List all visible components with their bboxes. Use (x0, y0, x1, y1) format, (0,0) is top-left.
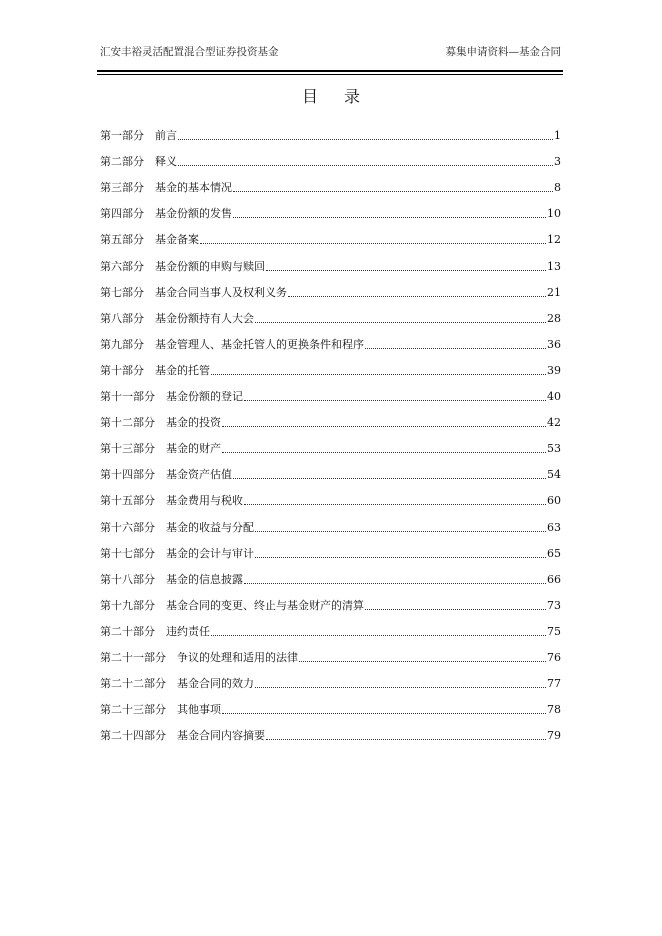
toc-entry-title: 基金费用与税收 (166, 494, 243, 508)
toc-entry-page-number: 60 (547, 494, 561, 508)
toc-entry[interactable] (100, 563, 561, 589)
toc-entry-page-number: 75 (547, 624, 561, 638)
toc-entry-leader-dots (211, 373, 546, 375)
toc-entry[interactable] (100, 380, 561, 406)
toc-entry-part: 第十七部分 (100, 546, 155, 560)
toc-entry[interactable] (100, 145, 561, 171)
toc-entry-page-number: 78 (547, 703, 561, 717)
toc-entry-leader-dots (178, 164, 553, 166)
toc-entry-part: 第十五部分 (100, 494, 155, 508)
toc-entry-page-number: 79 (547, 729, 561, 743)
toc-entry[interactable] (100, 328, 561, 354)
toc-entry-title: 基金备案 (155, 233, 199, 247)
toc-entry-title: 基金份额的发售 (155, 207, 232, 221)
toc-entry-leader-dots (233, 190, 553, 192)
toc-entry-title: 基金的信息披露 (166, 572, 243, 586)
toc-entry[interactable] (100, 354, 561, 380)
toc-entry[interactable] (100, 510, 561, 536)
toc-entry-part: 第五部分 (100, 233, 144, 247)
toc-entry-leader-dots (255, 530, 546, 532)
toc-entry-leader-dots (255, 686, 546, 688)
toc-list (100, 119, 561, 745)
toc-entry[interactable] (100, 432, 561, 458)
toc-entry-title: 争议的处理和适用的法律 (177, 650, 298, 664)
toc-entry[interactable] (100, 589, 561, 615)
toc-entry-part: 第三部分 (100, 181, 144, 195)
toc-title (0, 86, 662, 108)
toc-entry-leader-dots (244, 582, 546, 584)
toc-entry-leader-dots (244, 503, 546, 505)
toc-entry-page-number: 42 (547, 416, 561, 430)
toc-entry-page-number: 1 (554, 129, 561, 143)
toc-entry-title: 基金的收益与分配 (166, 520, 254, 534)
toc-entry-title: 基金管理人、基金托管人的更换条件和程序 (155, 337, 364, 351)
toc-entry-page-number: 77 (547, 677, 561, 691)
toc-entry-leader-dots (222, 712, 546, 714)
toc-entry-page-number: 12 (547, 233, 561, 247)
toc-entry[interactable] (100, 537, 561, 563)
toc-entry-part: 第十八部分 (100, 572, 155, 586)
toc-entry[interactable] (100, 406, 561, 432)
toc-entry-title: 其他事项 (177, 703, 221, 717)
toc-entry-title: 基金的投资 (166, 416, 221, 430)
page-header (97, 44, 563, 60)
toc-entry-part: 第七部分 (100, 285, 144, 299)
toc-entry[interactable] (100, 276, 561, 302)
toc-entry-part: 第八部分 (100, 311, 144, 325)
toc-entry-part: 第十四部分 (100, 468, 155, 482)
toc-entry-title: 基金份额的登记 (166, 390, 243, 404)
toc-entry-title: 基金合同当事人及权利义务 (155, 285, 287, 299)
header-rule-thin (97, 74, 563, 75)
toc-entry-leader-dots (299, 660, 546, 662)
header-rule-thick (97, 70, 563, 72)
toc-entry-page-number: 65 (547, 546, 561, 560)
toc-entry-title: 基金的会计与审计 (166, 546, 254, 560)
toc-entry-page-number: 53 (547, 442, 561, 456)
toc-entry-part: 第二十四部分 (100, 729, 166, 743)
toc-entry-title: 基金合同的变更、终止与基金财产的清算 (166, 598, 364, 612)
toc-entry-leader-dots (266, 269, 546, 271)
toc-entry-page-number: 36 (547, 337, 561, 351)
toc-title-char-2: 录 (344, 87, 361, 106)
toc-entry-page-number: 54 (547, 468, 561, 482)
toc-entry-title: 违约责任 (166, 624, 210, 638)
toc-entry-part: 第四部分 (100, 207, 144, 221)
toc-entry-title: 基金的财产 (166, 442, 221, 456)
toc-entry-part: 第十部分 (100, 363, 144, 377)
header-document-type: 募集申请资料—基金合同 (445, 46, 561, 58)
toc-entry[interactable] (100, 458, 561, 484)
toc-entry-part: 第二十二部分 (100, 677, 166, 691)
toc-entry[interactable] (100, 223, 561, 249)
toc-entry[interactable] (100, 249, 561, 275)
toc-entry-leader-dots (255, 321, 546, 323)
toc-entry-title: 释义 (155, 155, 177, 169)
toc-entry-page-number: 76 (547, 650, 561, 664)
toc-entry-leader-dots (365, 608, 546, 610)
toc-entry-page-number: 13 (547, 259, 561, 273)
toc-entry-part: 第一部分 (100, 129, 144, 143)
toc-entry-part: 第十九部分 (100, 598, 155, 612)
toc-entry-page-number: 21 (547, 285, 561, 299)
toc-entry-title: 基金的基本情况 (155, 181, 232, 195)
toc-entry-part: 第十一部分 (100, 390, 155, 404)
toc-entry-page-number: 63 (547, 520, 561, 534)
toc-entry-leader-dots (365, 347, 546, 349)
toc-entry-part: 第九部分 (100, 337, 144, 351)
toc-entry-title: 基金资产估值 (166, 468, 232, 482)
toc-entry-leader-dots (211, 634, 546, 636)
toc-entry-title: 基金合同内容摘要 (177, 729, 265, 743)
toc-entry[interactable] (100, 667, 561, 693)
toc-entry-part: 第十六部分 (100, 520, 155, 534)
toc-entry-leader-dots (244, 399, 546, 401)
toc-entry-title: 基金份额持有人大会 (155, 311, 254, 325)
toc-entry[interactable] (100, 119, 561, 145)
toc-entry-page-number: 66 (547, 572, 561, 586)
header-fund-name: 汇安丰裕灵活配置混合型证券投资基金 (100, 46, 279, 58)
toc-entry-leader-dots (233, 477, 546, 479)
toc-entry-part: 第二十部分 (100, 624, 155, 638)
toc-entry-leader-dots (178, 138, 553, 140)
toc-entry-part: 第二十三部分 (100, 703, 166, 717)
toc-entry[interactable] (100, 197, 561, 223)
toc-entry-page-number: 39 (547, 363, 561, 377)
toc-entry-page-number: 73 (547, 598, 561, 612)
toc-entry-page-number: 40 (547, 390, 561, 404)
toc-entry-leader-dots (222, 451, 546, 453)
toc-entry-title: 基金的托管 (155, 363, 210, 377)
toc-title-char-1: 目 (301, 87, 318, 106)
toc-entry-title: 基金合同的效力 (177, 677, 254, 691)
toc-entry[interactable] (100, 693, 561, 719)
toc-entry-leader-dots (222, 425, 546, 427)
toc-entry[interactable] (100, 641, 561, 667)
toc-entry-title: 前言 (155, 129, 177, 143)
toc-entry-leader-dots (200, 242, 546, 244)
toc-entry[interactable] (100, 484, 561, 510)
toc-entry-part: 第十二部分 (100, 416, 155, 430)
toc-entry-part: 第六部分 (100, 259, 144, 273)
toc-entry[interactable] (100, 719, 561, 745)
toc-entry-leader-dots (288, 295, 546, 297)
toc-entry-leader-dots (266, 738, 546, 740)
toc-entry[interactable] (100, 615, 561, 641)
toc-entry[interactable] (100, 171, 561, 197)
toc-entry-part: 第二部分 (100, 155, 144, 169)
toc-entry-page-number: 28 (547, 311, 561, 325)
toc-entry-part: 第二十一部分 (100, 650, 166, 664)
toc-entry-page-number: 3 (554, 155, 561, 169)
toc-entry-leader-dots (255, 556, 546, 558)
toc-entry-leader-dots (233, 216, 546, 218)
toc-entry-title: 基金份额的申购与赎回 (155, 259, 265, 273)
toc-entry-page-number: 8 (554, 181, 561, 195)
toc-entry-page-number: 10 (547, 207, 561, 221)
toc-entry[interactable] (100, 302, 561, 328)
toc-entry-part: 第十三部分 (100, 442, 155, 456)
